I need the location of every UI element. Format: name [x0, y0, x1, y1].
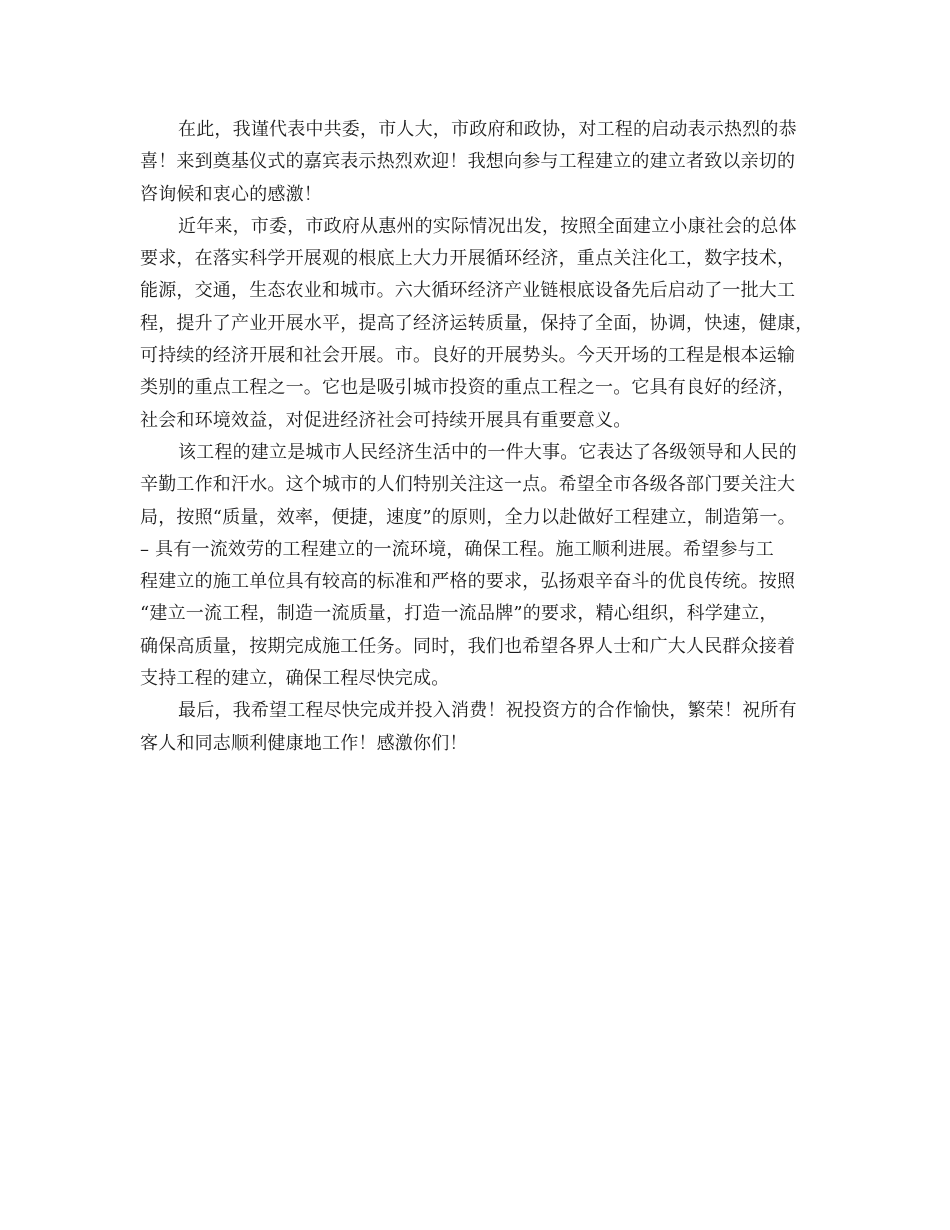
paragraph-congratulations: [140, 114, 825, 211]
paragraph-line: – 具有一流效劳的工程建立的一流环境，确保工程。施工顺利进展。希望参与工: [140, 538, 774, 560]
paragraph-line: 该工程的建立是城市人民经济生活中的一件大事。它表达了各级领导和人民的: [178, 441, 797, 463]
paragraph-line: 最后，我希望工程尽快完成并投入消费！祝投资方的合作愉快，繁荣！祝所有: [178, 700, 797, 722]
paragraph-line: 客人和同志顺利健康地工作！感激你们！: [140, 732, 468, 754]
paragraph-line: 局，按照“质量，效率，便捷，速度”的原则，全力以赴做好工程建立，制造第一。: [140, 506, 796, 528]
paragraph-line: 能源，交通，生态农业和城市。六大循环经济产业链根底设备先后启动了一批大工: [140, 280, 796, 302]
paragraph-line: 程建立的施工单位具有较高的标准和严格的要求，弘扬艰辛奋斗的优良传统。按照: [140, 571, 796, 593]
paragraph-line: 咨询候和衷心的感激！: [140, 183, 322, 205]
paragraph-line: 近年来，市委，市政府从惠州的实际情况出发，按照全面建立小康社会的总体: [178, 215, 797, 237]
paragraph-background: [140, 211, 825, 437]
paragraph-line: 可持续的经济开展和社会开展。市。良好的开展势头。今天开场的工程是根本运输: [140, 345, 796, 367]
paragraph-line: 在此，我谨代表中共委，市人大，市政府和政协，对工程的启动表示热烈的恭: [178, 119, 797, 140]
paragraph-line: “建立一流工程，制造一流质量，打造一流品牌”的要求，精心组织，科学建立，: [140, 603, 778, 625]
paragraph-line: 喜！来到奠基仪式的嘉宾表示热烈欢迎！我想向参与工程建立的建立者致以亲切的: [140, 151, 796, 173]
paragraph-line: 确保高质量，按期完成施工任务。同时，我们也希望各界人士和广大人民群众接着: [140, 635, 796, 657]
paragraph-line: 辛勤工作和汗水。这个城市的人们特别关注这一点。希望全市各级各部门要关注大: [140, 474, 796, 496]
paragraph-line: 程，提升了产业开展水平，提高了经济运转质量，保持了全面，协调，快速，健康，: [140, 312, 814, 334]
paragraph-line: 类别的重点工程之一。它也是吸引城市投资的重点工程之一。它具有良好的经济，: [140, 377, 796, 399]
document-body: [140, 114, 825, 760]
paragraph-line: 支持工程的建立，确保工程尽快完成。: [140, 668, 450, 690]
paragraph-requirements: [140, 437, 825, 695]
paragraph-line: 社会和环境效益，对促进经济社会可持续开展具有重要意义。: [140, 409, 632, 431]
paragraph-line: 要求，在落实科学开展观的根底上大力开展循环经济，重点关注化工，数字技术，: [140, 248, 796, 270]
paragraph-closing: [140, 695, 825, 760]
